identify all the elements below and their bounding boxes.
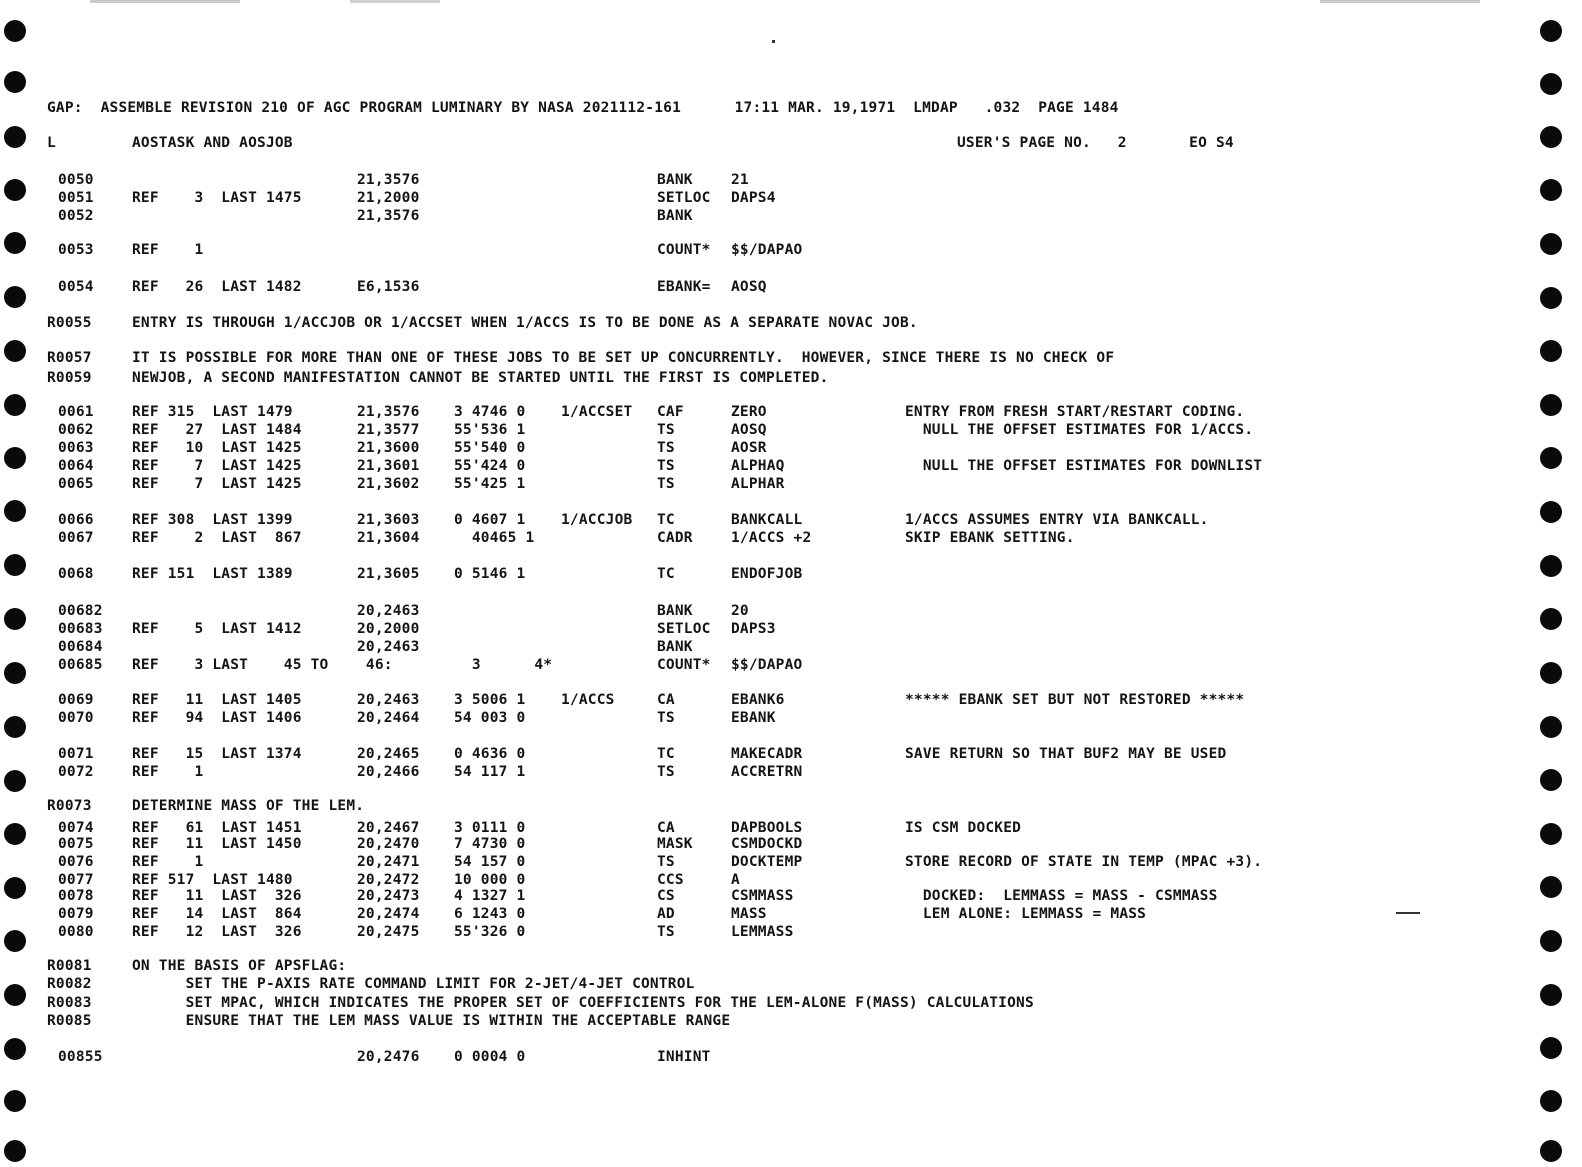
line-number: 0072: [58, 764, 94, 780]
address: 21,3576: [357, 172, 420, 188]
line-number: R0059: [47, 370, 92, 386]
header-line: [0, 99, 1119, 117]
octal-word: 0 4636 0: [454, 746, 526, 762]
opcode: CADR: [657, 530, 693, 546]
opcode: BANK: [657, 603, 693, 619]
operand: DAPS4: [731, 190, 776, 206]
address: 20,2470: [357, 836, 420, 852]
sprocket-hole-left: [4, 716, 26, 738]
line-number: 0065: [58, 476, 94, 492]
print-noise: [90, 0, 240, 3]
sprocket-hole-right: [1540, 1140, 1562, 1162]
address: 21,3601: [357, 458, 420, 474]
opcode: MASK: [657, 836, 693, 852]
ref-info: REF 315 LAST 1479: [132, 404, 293, 420]
sprocket-hole-left: [4, 1038, 26, 1060]
operand: EBANK: [731, 710, 776, 726]
sprocket-hole-left: [4, 823, 26, 845]
sprocket-hole-left: [4, 20, 26, 42]
opcode: SETLOC: [657, 621, 711, 637]
sprocket-hole-right: [1540, 287, 1562, 309]
line-number: 00684: [58, 639, 103, 655]
opcode: CS: [657, 888, 675, 904]
address: 21,3600: [357, 440, 420, 456]
ref-info: REF 151 LAST 1389: [132, 566, 293, 582]
ref-info: REF 11 LAST 326: [132, 888, 302, 904]
ref-info: REF 1: [132, 242, 204, 258]
octal-word: 3 4*: [454, 657, 553, 673]
line-number: R0081: [47, 958, 92, 974]
octal-word: 3 5006 1: [454, 692, 526, 708]
operand: DAPS3: [731, 621, 776, 637]
ref-info: REF 27 LAST 1484: [132, 422, 302, 438]
sprocket-hole-left: [4, 1090, 26, 1112]
sprocket-hole-right: [1540, 823, 1562, 845]
sprocket-hole-right: [1540, 394, 1562, 416]
sprocket-hole-right: [1540, 716, 1562, 738]
remark-text: SET MPAC, WHICH INDICATES THE PROPER SET OF COEFFICIENTS FOR THE LEM-ALONE F(MASS) CALCULATIONS: [132, 995, 1034, 1011]
operand: 21: [731, 172, 749, 188]
sprocket-hole-right: [1540, 501, 1562, 523]
operand: CSMDOCKD: [731, 836, 803, 852]
opcode: AD: [657, 906, 675, 922]
remark-text: DETERMINE MASS OF THE LEM.: [132, 798, 365, 814]
line-number: 0078: [58, 888, 94, 904]
ref-info: REF 14 LAST 864: [132, 906, 302, 922]
address: 21,3576: [357, 208, 420, 224]
sprocket-hole-left: [4, 608, 26, 630]
ref-info: REF 517 LAST 1480: [132, 872, 293, 888]
label: 1/ACCSET: [561, 404, 633, 420]
sprocket-hole-right: [1540, 447, 1562, 469]
line-number: R0082: [47, 976, 92, 992]
octal-word: 55'326 0: [454, 924, 526, 940]
line-number: 0079: [58, 906, 94, 922]
operand: DOCKTEMP: [731, 854, 803, 870]
sprocket-hole-right: [1540, 340, 1562, 362]
operand: ENDOFJOB: [731, 566, 803, 582]
operand: AOSQ: [731, 279, 767, 295]
comment: DOCKED: LEMMASS = MASS - CSMMASS: [905, 888, 1218, 904]
opcode: TC: [657, 512, 675, 528]
sprocket-hole-right: [1540, 608, 1562, 630]
opcode: COUNT*: [657, 242, 711, 258]
octal-word: 4 1327 1: [454, 888, 526, 904]
print-noise: [1320, 0, 1480, 3]
comment: 1/ACCS ASSUMES ENTRY VIA BANKCALL.: [905, 512, 1209, 528]
opcode: TC: [657, 566, 675, 582]
opcode: EBANK=: [657, 279, 711, 295]
sprocket-hole-left: [4, 340, 26, 362]
octal-word: 6 1243 0: [454, 906, 526, 922]
line-number: R0085: [47, 1013, 92, 1029]
line-number: 0066: [58, 512, 94, 528]
sprocket-hole-right: [1540, 20, 1562, 42]
opcode: TS: [657, 476, 675, 492]
address: 20,2466: [357, 764, 420, 780]
sprocket-hole-right: [1540, 662, 1562, 684]
address: 20,2463: [357, 639, 420, 655]
line-number: 0069: [58, 692, 94, 708]
remark-text: ENSURE THAT THE LEM MASS VALUE IS WITHIN THE ACCEPTABLE RANGE: [132, 1013, 731, 1029]
line-number: 0074: [58, 820, 94, 836]
header-tag: L: [47, 135, 56, 151]
ref-info: REF 11 LAST 1405: [132, 692, 302, 708]
opcode: CCS: [657, 872, 684, 888]
line-number: 0071: [58, 746, 94, 762]
ref-info: REF 11 LAST 1450: [132, 836, 302, 852]
ref-info: REF 1: [132, 764, 204, 780]
line-number: R0083: [47, 995, 92, 1011]
line-number: 0062: [58, 422, 94, 438]
address: 21,3577: [357, 422, 420, 438]
ref-info: REF 1: [132, 854, 204, 870]
label: 1/ACCJOB: [561, 512, 633, 528]
remark-text: ENTRY IS THROUGH 1/ACCJOB OR 1/ACCSET WHEN 1/ACCS IS TO BE DONE AS A SEPARATE NOVAC JOB.: [132, 315, 918, 331]
operand: AOSQ: [731, 422, 767, 438]
line-number: 0077: [58, 872, 94, 888]
sprocket-hole-left: [4, 770, 26, 792]
octal-word: 54 117 1: [454, 764, 526, 780]
opcode: SETLOC: [657, 190, 711, 206]
sprocket-hole-right: [1540, 73, 1562, 95]
opcode: CA: [657, 692, 675, 708]
operand: ALPHAQ: [731, 458, 785, 474]
ref-info: REF 15 LAST 1374: [132, 746, 302, 762]
ref-info: REF 308 LAST 1399: [132, 512, 293, 528]
ref-info: REF 61 LAST 1451: [132, 820, 302, 836]
opcode: BANK: [657, 208, 693, 224]
ref-info: REF 7 LAST 1425: [132, 458, 302, 474]
line-number: 00855: [58, 1049, 103, 1065]
comment: STORE RECORD OF STATE IN TEMP (MPAC +3).: [905, 854, 1263, 870]
address: 20,2471: [357, 854, 420, 870]
operand: $$/DAPAO: [731, 242, 803, 258]
comment: SAVE RETURN SO THAT BUF2 MAY BE USED: [905, 746, 1227, 762]
operand: ACCRETRN: [731, 764, 803, 780]
line-number: 00685: [58, 657, 103, 673]
line-number: 0054: [58, 279, 94, 295]
line-number: 00683: [58, 621, 103, 637]
sprocket-hole-right: [1540, 1090, 1562, 1112]
ref-info: REF 2 LAST 867: [132, 530, 302, 546]
address: 21,3605: [357, 566, 420, 582]
line-number: 0070: [58, 710, 94, 726]
comment: ENTRY FROM FRESH START/RESTART CODING.: [905, 404, 1245, 420]
octal-word: 0 5146 1: [454, 566, 526, 582]
opcode: CAF: [657, 404, 684, 420]
line-number: 0080: [58, 924, 94, 940]
comment: ***** EBANK SET BUT NOT RESTORED *****: [905, 692, 1245, 708]
line-number: 0064: [58, 458, 94, 474]
line-number: 0052: [58, 208, 94, 224]
line-number: R0073: [47, 798, 92, 814]
sprocket-hole-left: [4, 232, 26, 254]
address: 21,3602: [357, 476, 420, 492]
ref-info: REF 94 LAST 1406: [132, 710, 302, 726]
octal-word: 54 157 0: [454, 854, 526, 870]
opcode: TS: [657, 458, 675, 474]
comment: IS CSM DOCKED: [905, 820, 1022, 836]
operand: $$/DAPAO: [731, 657, 803, 673]
comment: SKIP EBANK SETTING.: [905, 530, 1075, 546]
address: 20,2465: [357, 746, 420, 762]
opcode: BANK: [657, 172, 693, 188]
opcode: CA: [657, 820, 675, 836]
operand: ZERO: [731, 404, 767, 420]
octal-word: 54 003 0: [454, 710, 526, 726]
operand: A: [731, 872, 740, 888]
address: 20,2463: [357, 603, 420, 619]
line-number: 0050: [58, 172, 94, 188]
sprocket-hole-right: [1540, 179, 1562, 201]
operand: AOSR: [731, 440, 767, 456]
address: 20,2474: [357, 906, 420, 922]
subheader-line: [0, 134, 1234, 152]
line-number: 0075: [58, 836, 94, 852]
ref-info: REF 26 LAST 1482: [132, 279, 302, 295]
address: 20,2473: [357, 888, 420, 904]
address: E6,1536: [357, 279, 420, 295]
sprocket-hole-right: [1540, 930, 1562, 952]
address: 46:: [357, 657, 393, 673]
sprocket-hole-left: [4, 447, 26, 469]
line-number: 0063: [58, 440, 94, 456]
sprocket-hole-left: [4, 877, 26, 899]
line-number: 0067: [58, 530, 94, 546]
address: 21,3603: [357, 512, 420, 528]
octal-word: 10 000 0: [454, 872, 526, 888]
print-speck: [1396, 912, 1420, 914]
octal-word: 55'424 0: [454, 458, 526, 474]
ref-info: REF 12 LAST 326: [132, 924, 302, 940]
sprocket-hole-left: [4, 286, 26, 308]
sprocket-hole-left: [4, 662, 26, 684]
octal-word: 3 0111 0: [454, 820, 526, 836]
remark-text: ON THE BASIS OF APSFLAG:: [132, 958, 347, 974]
octal-word: 7 4730 0: [454, 836, 526, 852]
octal-word: 0 4607 1: [454, 512, 526, 528]
sprocket-hole-right: [1540, 233, 1562, 255]
comment: LEM ALONE: LEMMASS = MASS: [905, 906, 1147, 922]
comment: NULL THE OFFSET ESTIMATES FOR 1/ACCS.: [905, 422, 1254, 438]
octal-word: 0 0004 0: [454, 1049, 526, 1065]
sprocket-hole-right: [1540, 555, 1562, 577]
octal-word: 55'536 1: [454, 422, 526, 438]
opcode: BANK: [657, 639, 693, 655]
opcode: TS: [657, 422, 675, 438]
print-noise: [350, 0, 440, 3]
opcode: TS: [657, 764, 675, 780]
address: 20,2467: [357, 820, 420, 836]
octal-word: 55'425 1: [454, 476, 526, 492]
address: 21,3604: [357, 530, 420, 546]
opcode: TS: [657, 440, 675, 456]
address: 20,2476: [357, 1049, 420, 1065]
opcode: TS: [657, 710, 675, 726]
address: 21,2000: [357, 190, 420, 206]
sprocket-hole-left: [4, 71, 26, 93]
sprocket-hole-right: [1540, 876, 1562, 898]
address: 20,2475: [357, 924, 420, 940]
listing-title: AOSTASK AND AOSJOB: [132, 135, 293, 151]
operand: 1/ACCS +2: [731, 530, 812, 546]
operand: ALPHAR: [731, 476, 785, 492]
ref-info: REF 3 LAST 1475: [132, 190, 302, 206]
operand: MAKECADR: [731, 746, 803, 762]
ref-info: REF 10 LAST 1425: [132, 440, 302, 456]
sprocket-hole-left: [4, 554, 26, 576]
sprocket-hole-left: [4, 1140, 26, 1162]
print-speck: [772, 40, 775, 43]
sprocket-hole-left: [4, 500, 26, 522]
sprocket-hole-left: [4, 394, 26, 416]
sprocket-hole-right: [1540, 1037, 1562, 1059]
octal-word: 55'540 0: [454, 440, 526, 456]
opcode: TC: [657, 746, 675, 762]
sprocket-hole-right: [1540, 769, 1562, 791]
ref-info: REF 5 LAST 1412: [132, 621, 302, 637]
sprocket-hole-left: [4, 984, 26, 1006]
sprocket-hole-right: [1540, 984, 1562, 1006]
address: 21,3576: [357, 404, 420, 420]
opcode: TS: [657, 854, 675, 870]
remark-text: NEWJOB, A SECOND MANIFESTATION CANNOT BE STARTED UNTIL THE FIRST IS COMPLETED.: [132, 370, 829, 386]
user-page-number: USER'S PAGE NO. 2 EO S4: [957, 135, 1234, 151]
line-number: 00682: [58, 603, 103, 619]
label: 1/ACCS: [561, 692, 615, 708]
opcode: INHINT: [657, 1049, 711, 1065]
line-number: 0061: [58, 404, 94, 420]
address: 20,2463: [357, 692, 420, 708]
line-number: R0055: [47, 315, 92, 331]
address: 20,2464: [357, 710, 420, 726]
address: 20,2472: [357, 872, 420, 888]
line-number: 0053: [58, 242, 94, 258]
operand: CSMMASS: [731, 888, 794, 904]
operand: BANKCALL: [731, 512, 803, 528]
line-number: 0076: [58, 854, 94, 870]
opcode: COUNT*: [657, 657, 711, 673]
octal-word: 40465 1: [454, 530, 535, 546]
operand: 20: [731, 603, 749, 619]
address: 20,2000: [357, 621, 420, 637]
line-number: 0051: [58, 190, 94, 206]
sprocket-hole-left: [4, 930, 26, 952]
operand: EBANK6: [731, 692, 785, 708]
sprocket-hole-right: [1540, 126, 1562, 148]
ref-info: REF 7 LAST 1425: [132, 476, 302, 492]
header-text: GAP: ASSEMBLE REVISION 210 OF AGC PROGRAM LUMINARY BY NASA 2021112-161 17:11 MAR. 19,1971 LMDAP .032 PAGE 1484: [47, 100, 1119, 116]
operand: DAPBOOLS: [731, 820, 803, 836]
remark-text: IT IS POSSIBLE FOR MORE THAN ONE OF THESE JOBS TO BE SET UP CONCURRENTLY. HOWEVER, SINCE THERE IS NO CHECK OF: [132, 350, 1115, 366]
operand: MASS: [731, 906, 767, 922]
ref-info: REF 3 LAST 45 TO: [132, 657, 329, 673]
operand: LEMMASS: [731, 924, 794, 940]
line-number: R0057: [47, 350, 92, 366]
octal-word: 3 4746 0: [454, 404, 526, 420]
opcode: TS: [657, 924, 675, 940]
line-number: 0068: [58, 566, 94, 582]
comment: NULL THE OFFSET ESTIMATES FOR DOWNLIST: [905, 458, 1263, 474]
remark-text: SET THE P-AXIS RATE COMMAND LIMIT FOR 2-JET/4-JET CONTROL: [132, 976, 695, 992]
